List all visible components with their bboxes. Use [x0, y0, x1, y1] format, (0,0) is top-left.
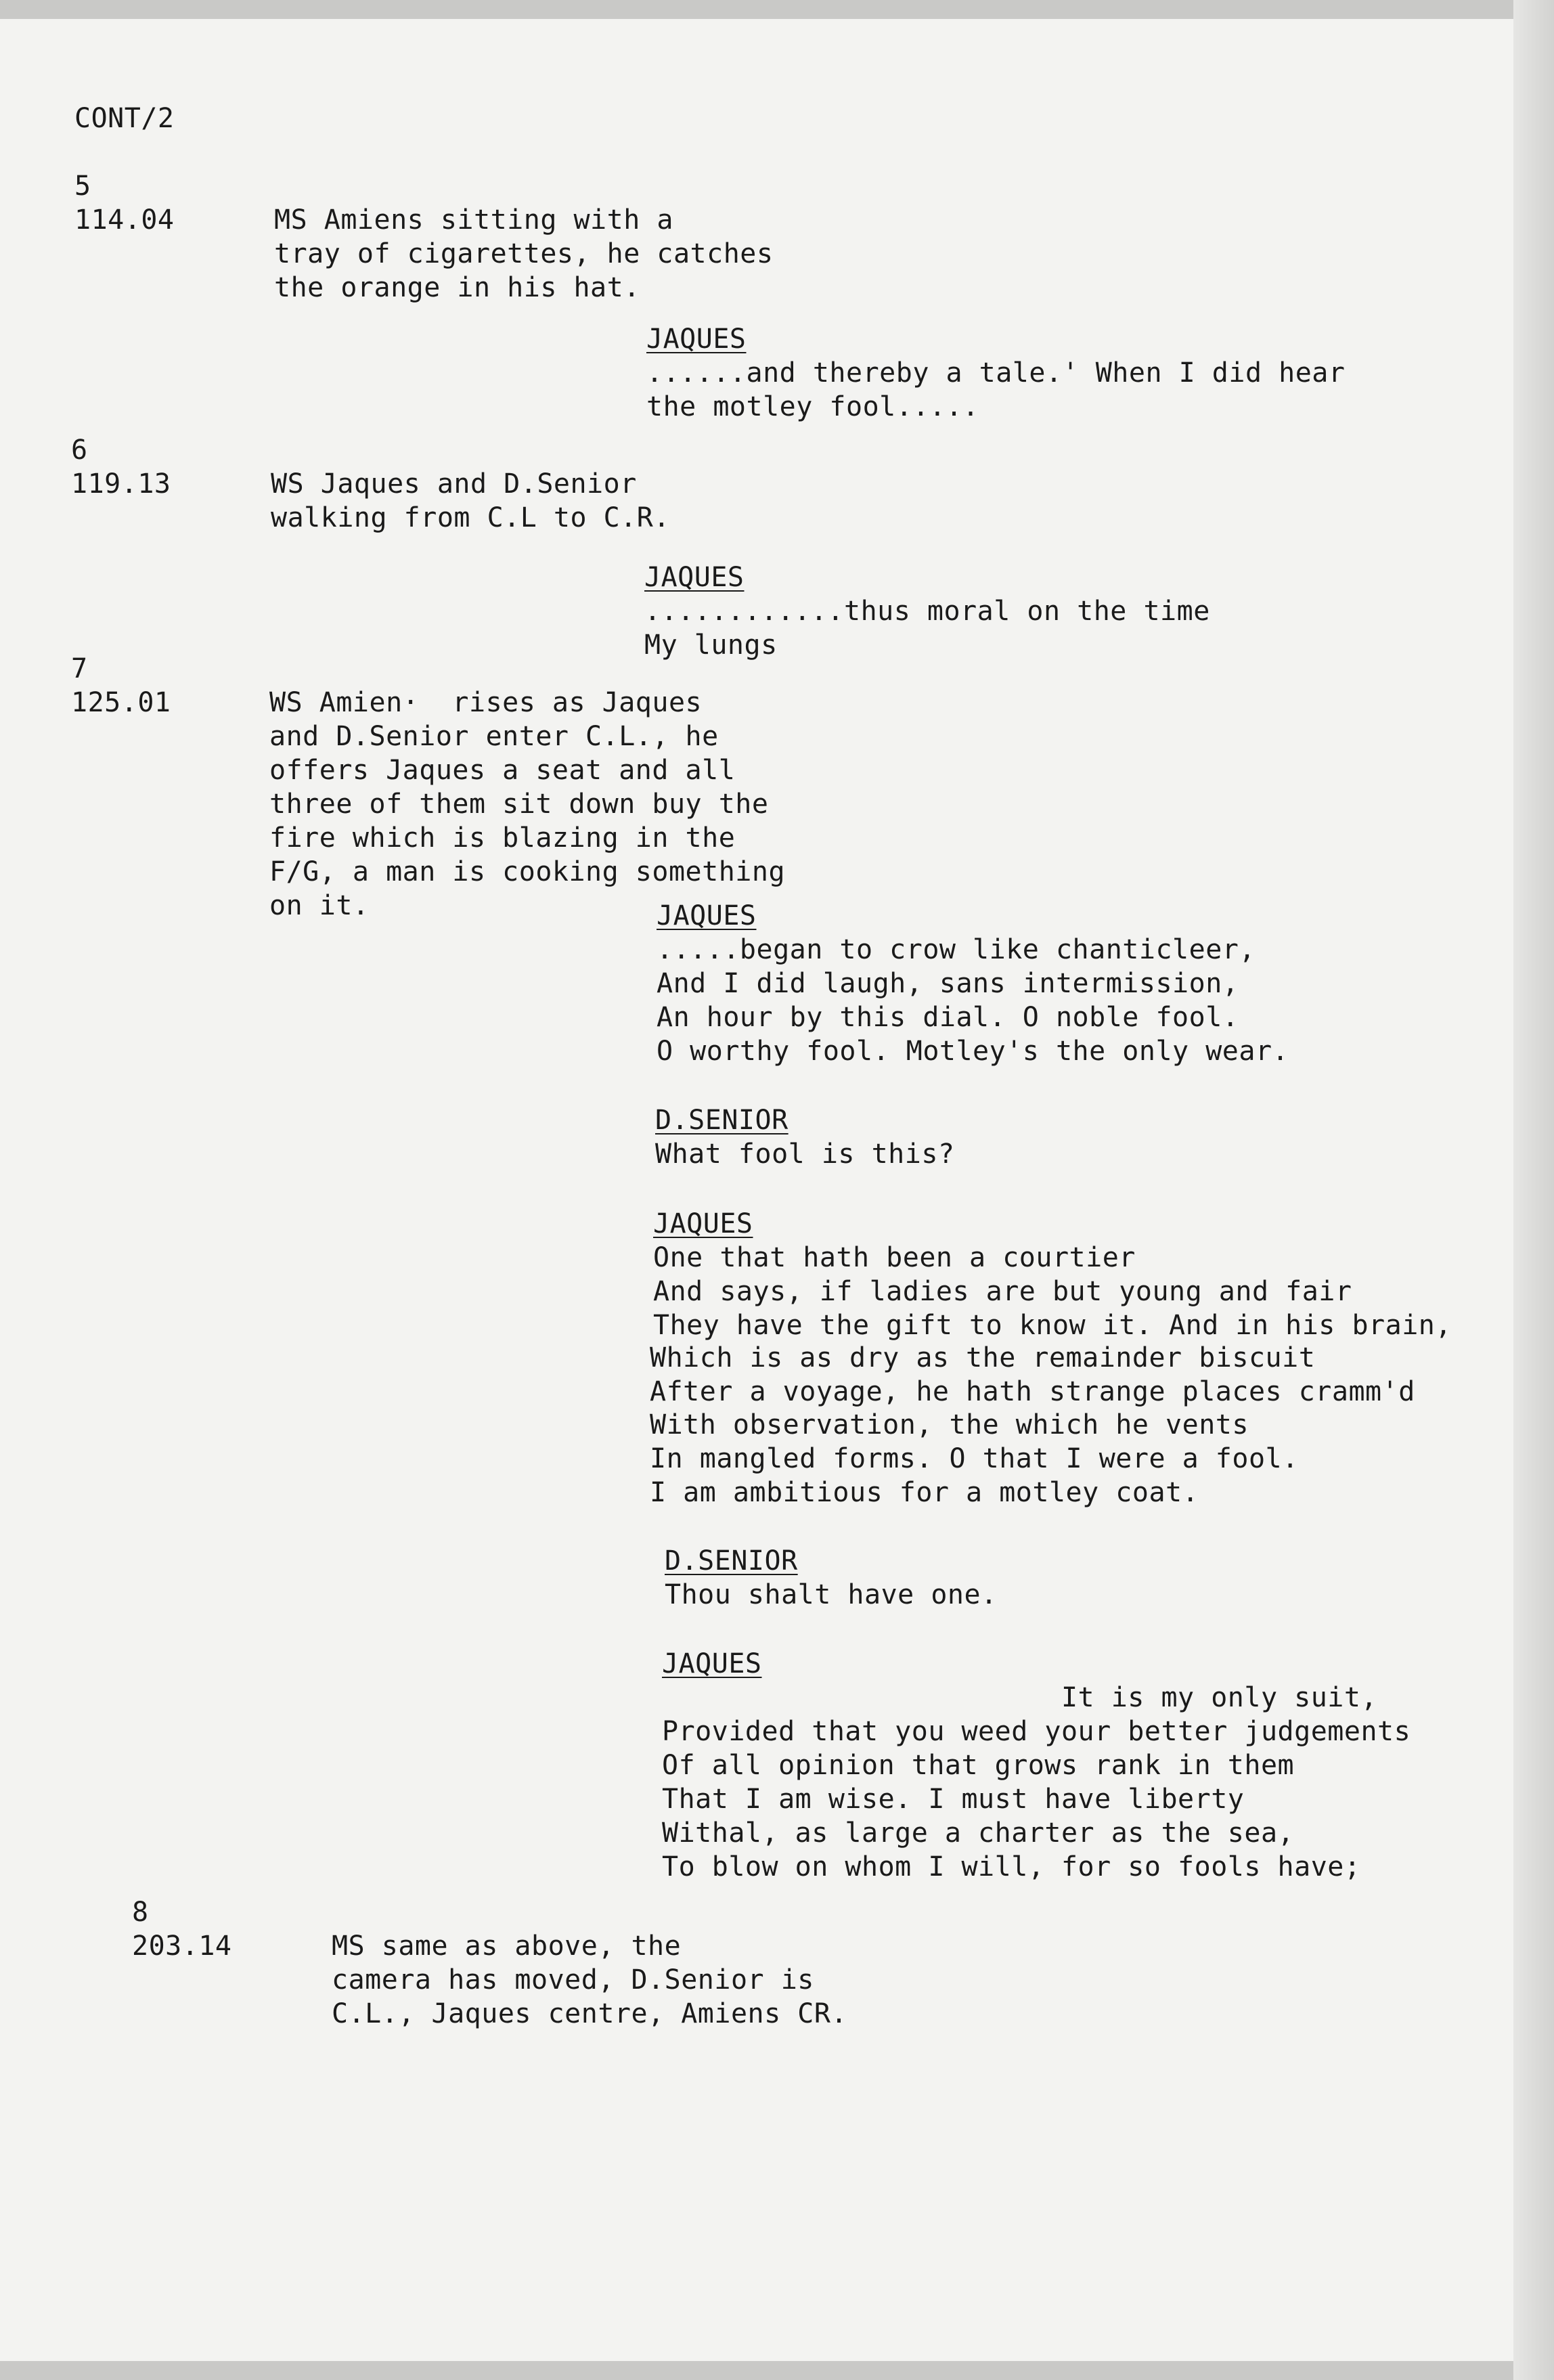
dialogue-line: And I did laugh, sans intermission, [657, 968, 1239, 999]
script-page [0, 19, 1513, 2361]
dialogue-line: ......and thereby a tale.' When I did hear [646, 357, 1346, 389]
dialogue-line: Withal, as large a charter as the sea, [662, 1817, 1295, 1849]
shot-number: 6 [71, 435, 88, 466]
dialogue-line: Of all opinion that grows rank in them [662, 1750, 1295, 1781]
shot-description-line: offers Jaques a seat and all [269, 755, 736, 786]
shot-description-line: three of them sit down buy the [269, 789, 769, 820]
cont-marker: CONT/2 [74, 103, 175, 134]
shot-description-line: the orange in his hat. [274, 272, 640, 303]
dialogue-line: Thou shalt have one. [665, 1579, 998, 1610]
shot-description-line: MS Amiens sitting with a [274, 204, 673, 236]
shot-number: 8 [132, 1897, 149, 1928]
speaker-name: JAQUES [646, 324, 747, 355]
dialogue-line: My lungs [644, 630, 778, 661]
dialogue-line: With observation, the which he vents [650, 1409, 1249, 1440]
shot-time: 203.14 [132, 1931, 232, 1962]
speaker-name: D.SENIOR [665, 1545, 798, 1577]
dialogue-line: It is my only suit, [662, 1682, 1378, 1713]
shot-description-line: WS Jaques and D.Senior [271, 468, 637, 500]
shot-description-line: WS Amien· rises as Jaques [269, 687, 703, 718]
speaker-name: JAQUES [644, 562, 745, 593]
dialogue-line: They have the gift to know it. And in his brain, [653, 1310, 1452, 1341]
shot-time: 114.04 [74, 204, 175, 236]
dialogue-line: One that hath been a courtier [653, 1242, 1136, 1273]
speaker-name: JAQUES [662, 1648, 762, 1679]
shot-description-line: on it. [269, 890, 370, 921]
dialogue-line: To blow on whom I will, for so fools have; [662, 1851, 1361, 1882]
shot-time: 125.01 [71, 687, 171, 718]
dialogue-line: Provided that you weed your better judgements [662, 1716, 1411, 1747]
speaker-name: D.SENIOR [655, 1105, 789, 1136]
shot-description-line: and D.Senior enter C.L., he [269, 721, 719, 752]
shot-description-line: fire which is blazing in the [269, 822, 736, 854]
shot-number: 7 [71, 653, 88, 684]
dialogue-line: Which is as dry as the remainder biscuit [650, 1342, 1316, 1373]
dialogue-line: An hour by this dial. O noble fool. [657, 1002, 1239, 1033]
dialogue-line: ............thus moral on the time [644, 596, 1210, 627]
shot-description-line: F/G, a man is cooking something [269, 856, 786, 887]
shot-description-line: walking from C.L to C.R. [271, 502, 670, 533]
page-edge [1513, 0, 1554, 2380]
shot-description-line: C.L., Jaques centre, Amiens CR. [332, 1998, 848, 2029]
dialogue-line: What fool is this? [655, 1139, 955, 1170]
speaker-name: JAQUES [657, 900, 757, 931]
dialogue-line: That I am wise. I must have liberty [662, 1784, 1245, 1815]
dialogue-line: In mangled forms. O that I were a fool. [650, 1443, 1299, 1474]
dialogue-line: .....began to crow like chanticleer, [657, 934, 1256, 965]
dialogue-line: And says, if ladies are but young and fair [653, 1276, 1352, 1307]
dialogue-line: the motley fool..... [646, 391, 979, 422]
dialogue-line: I am ambitious for a motley coat. [650, 1477, 1199, 1508]
shot-number: 5 [74, 171, 91, 202]
shot-description-line: camera has moved, D.Senior is [332, 1964, 814, 1996]
shot-description-line: tray of cigarettes, he catches [274, 238, 774, 269]
speaker-name: JAQUES [653, 1208, 753, 1239]
shot-time: 119.13 [71, 468, 171, 500]
shot-description-line: MS same as above, the [332, 1931, 682, 1962]
dialogue-line: After a voyage, he hath strange places cramm'd [650, 1376, 1415, 1407]
dialogue-line: O worthy fool. Motley's the only wear. [657, 1036, 1289, 1067]
